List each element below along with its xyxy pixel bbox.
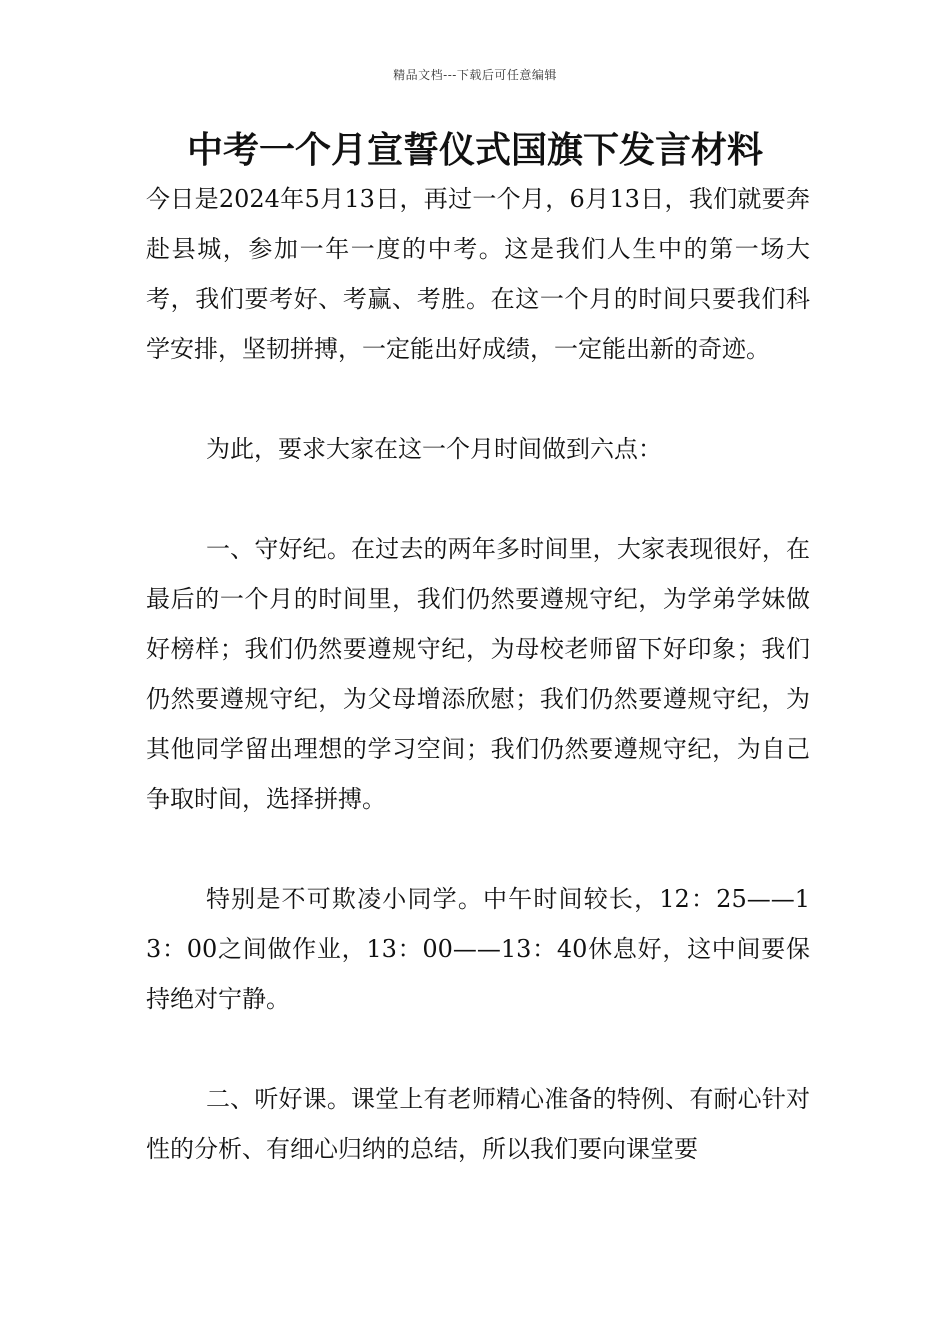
paragraph-spacer <box>146 474 810 524</box>
paragraph-requirements: 为此，要求大家在这一个月时间做到六点： <box>206 435 662 463</box>
paragraph-noon-schedule: 特别是不可欺凌小同学。中午时间较长，12：25——13：00之间做作业，13：00——13：40休息好，这中间要保持绝对宁静。 <box>146 885 810 1013</box>
paragraph-spacer <box>146 824 810 874</box>
document-body <box>146 174 810 1174</box>
paragraph-point-two: 二、听好课。课堂上有老师精心准备的特例、有耐心针对性的分析、有细心归纳的总结，所以我们要向课堂要 <box>146 1085 810 1163</box>
paragraph-spacer <box>146 1024 810 1074</box>
paragraph-spacer <box>146 374 810 424</box>
paragraph-intro: 今日是2024年5月13日，再过一个月，6月13日，我们就要奔赴县城，参加一年一度的中考。这是我们人生中的第一场大考，我们要考好、考赢、考胜。在这一个月的时间只要我们科学安排，坚韧拼搏，一定能出好成绩，一定能出新的奇迹。 <box>146 185 810 363</box>
header-note: 精品文档---下载后可任意编辑 <box>393 68 557 82</box>
document-title: 中考一个月宣誓仪式国旗下发言材料 <box>186 130 763 171</box>
paragraph-point-one: 一、守好纪。在过去的两年多时间里，大家表现很好，在最后的一个月的时间里，我们仍然要遵规守纪，为学弟学妹做好榜样；我们仍然要遵规守纪，为母校老师留下好印象；我们仍然要遵规守纪，为父母增添欣慰；我们仍然要遵规守纪，为其他同学留出理想的学习空间；我们仍然要遵规守纪，为自己争取时间，选择拼搏。 <box>146 535 810 813</box>
